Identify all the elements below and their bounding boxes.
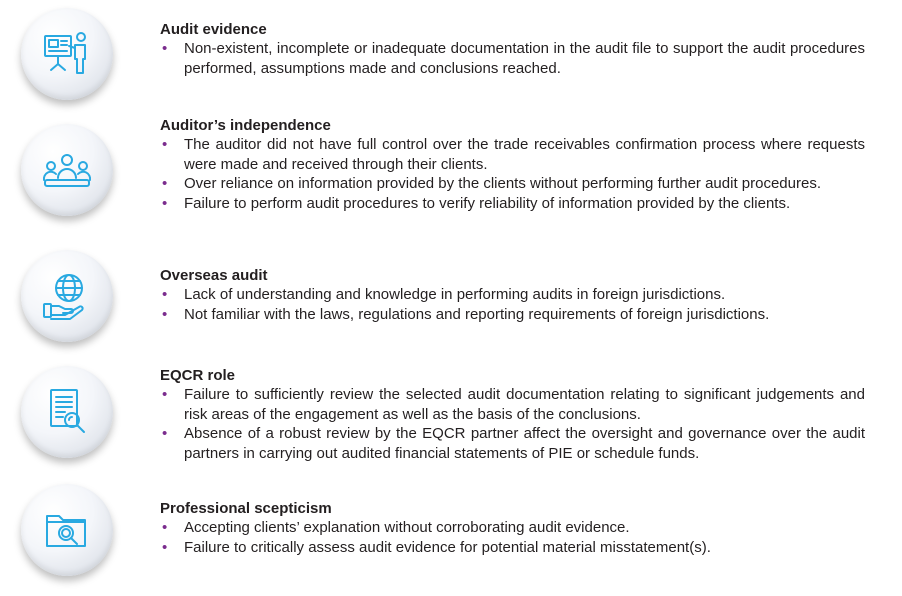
section-heading: EQCR role xyxy=(160,367,236,384)
icon-badge xyxy=(21,484,113,576)
bullet-dot: • xyxy=(162,40,168,57)
section-heading: Overseas audit xyxy=(160,267,268,284)
team-icon xyxy=(39,142,95,198)
bullet-dot: • xyxy=(162,386,168,403)
folder-search-icon xyxy=(39,502,95,558)
icon-badge xyxy=(21,124,113,216)
bullet-item: • Failure to sufficiently review the selected audit documentation relating to significant judgements and risk areas of the engagement as well as the basis of the conclusions. xyxy=(162,386,865,423)
globe-hand-icon xyxy=(39,268,95,324)
bullet-dot: • xyxy=(162,136,168,153)
icon-badge xyxy=(21,8,113,100)
bullet-item: • The auditor did not have full control over the trade receivables confirmation process where requests were made and received through their clients. xyxy=(162,136,865,173)
presentation-icon xyxy=(39,26,95,82)
bullet-dot: • xyxy=(162,286,168,303)
bullet-item: • Non-existent, incomplete or inadequate documentation in the audit file to support the audit procedures performed, assumptions made and conclusions reached. xyxy=(162,40,865,77)
bullet-item: • Over reliance on information provided by the clients without performing further audit procedures. xyxy=(162,175,821,192)
document-search-icon xyxy=(39,384,95,440)
bullet-item: • Accepting clients’ explanation without corroborating audit evidence. xyxy=(162,519,630,536)
bullet-dot: • xyxy=(162,538,168,556)
bullet-item: • Lack of understanding and knowledge in performing audits in foreign jurisdictions. xyxy=(162,286,726,303)
bullet-dot: • xyxy=(162,194,168,212)
bullet-dot: • xyxy=(162,305,168,323)
section-heading: Audit evidence xyxy=(160,21,267,38)
bullet-item: • Failure to critically assess audit evidence for potential material misstatement(s). xyxy=(162,538,711,556)
bullet-item: • Absence of a robust review by the EQCR partner affect the oversight and governance over the audit partners in carrying out audited financial statements of PIE or schedule funds. xyxy=(162,425,865,462)
bullet-dot: • xyxy=(162,519,168,536)
section-heading: Auditor’s independence xyxy=(160,117,331,134)
bullet-item: • Failure to perform audit procedures to verify reliability of information provided by the clients. xyxy=(162,194,791,212)
section-heading: Professional scepticism xyxy=(160,500,332,517)
icon-badge xyxy=(21,250,113,342)
bullet-dot: • xyxy=(162,175,168,192)
icon-badge xyxy=(21,366,113,458)
bullet-item: • Not familiar with the laws, regulations and reporting requirements of foreign jurisdictions. xyxy=(162,305,770,323)
bullet-dot: • xyxy=(162,425,168,442)
